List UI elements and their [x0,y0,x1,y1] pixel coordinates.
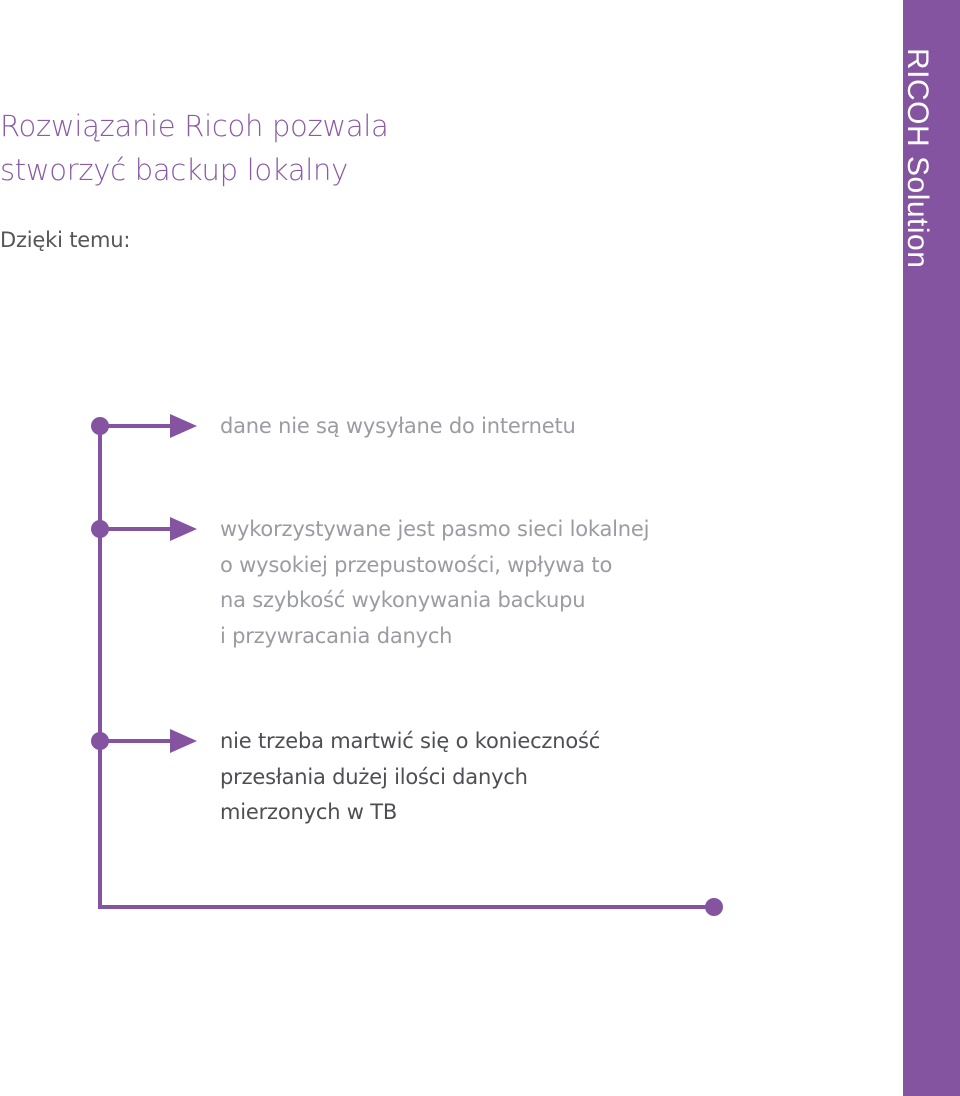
arrow-head-3-icon [170,729,197,753]
heading-line-2: stworzyć backup lokalny [0,153,348,187]
benefit-2-line-3: na szybkość wykonywania backupu [220,588,586,612]
benefit-2-line-4: i przywracania danych [220,623,453,648]
heading-line-1: Rozwiązanie Ricoh pozwala [0,109,389,143]
benefit-item-1 [220,409,576,445]
benefit-item-3 [220,724,600,831]
benefit-item-2 [220,512,649,654]
connector-dot-3 [91,732,109,750]
connector-end-dot [705,898,723,916]
benefit-3-line-3: mierzonych w TB [220,800,398,824]
arrow-head-2-icon [170,517,197,541]
benefits-intro: Dzięki temu: [0,228,131,252]
connector-dot-2 [91,520,109,538]
benefit-2-line-2: o wysokiej przepustowości, wpływa to [220,552,613,577]
arrow-head-1-icon [170,414,197,438]
sidebar-brand-label: RICOH Solution [901,48,934,269]
connector-dot-1 [91,417,109,435]
benefit-1-line-1: dane nie są wysyłane do internetu [220,414,576,438]
benefit-2-line-1: wykorzystywane jest pasmo sieci lokalnej [220,517,650,541]
benefit-3-line-2: przesłania dużej ilości danych [220,764,528,789]
benefit-3-line-1: nie trzeba martwić się o konieczność [220,729,601,753]
